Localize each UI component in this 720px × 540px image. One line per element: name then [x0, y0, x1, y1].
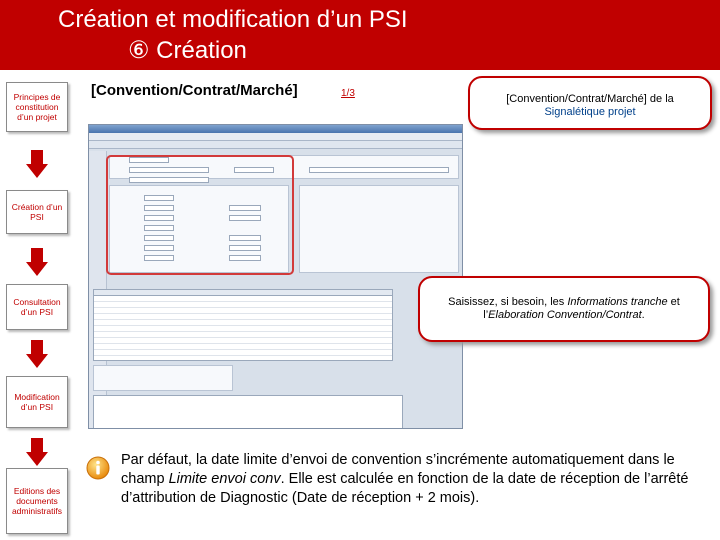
- nav-item-label: Création d’un PSI: [11, 202, 63, 222]
- info-text: [121, 451, 711, 508]
- screenshot-panel-right: [299, 185, 459, 273]
- page-title: Création et modification d’un PSI: [58, 6, 408, 33]
- callout-signaletique: [468, 76, 712, 130]
- info-text-part: Par défaut, la date limite d’envoi de convention s’incrémente automatiquement dans le champ: [121, 452, 675, 487]
- nav-item-label: Modification d’un PSI: [14, 392, 60, 412]
- down-arrow-icon: [26, 150, 48, 178]
- callout-text: et l’: [483, 296, 680, 321]
- info-text-italic: Limite envoi conv: [168, 471, 281, 487]
- down-arrow-icon: [26, 438, 48, 466]
- callout-text: [Convention/Contrat/Marché]: [506, 93, 647, 105]
- nav-item-label: Editions des documents administratifs: [11, 486, 63, 516]
- page-link[interactable]: 1/3: [341, 88, 355, 99]
- screenshot-menubar: [89, 133, 462, 141]
- nav-item-creation[interactable]: [6, 190, 68, 234]
- down-arrow-icon: [26, 248, 48, 276]
- callout-italic: Elaboration Convention/Contrat: [488, 309, 642, 321]
- screenshot-grid-bottom: [93, 395, 403, 429]
- nav-item-principes[interactable]: [6, 82, 68, 132]
- screenshot-grid: [93, 289, 393, 361]
- info-text-part: . Elle est calculée en fonction de la date de réception de l’arrêté d’attribution de Diagnostic (Date de réception + 2 mois).: [121, 471, 689, 506]
- info-icon: [86, 456, 110, 480]
- nav-item-label: Principes de constitution d’un projet: [13, 92, 61, 122]
- screenshot-panel-abonnement: [93, 365, 233, 391]
- callout-highlight: Signalétique projet: [544, 106, 636, 118]
- nav-item-modification[interactable]: [6, 376, 68, 428]
- page-subtitle: ⑥ Création: [128, 37, 247, 64]
- screenshot-field: [309, 167, 449, 173]
- down-arrow-icon: [26, 340, 48, 368]
- callout-text: .: [641, 309, 645, 321]
- nav-item-consultation[interactable]: [6, 284, 68, 330]
- callout-text: de la: [646, 93, 674, 105]
- callout-saisie: [418, 276, 710, 342]
- screenshot-titlebar: [89, 125, 462, 133]
- application-screenshot: [88, 124, 463, 429]
- nav-item-label: Consultation d’un PSI: [13, 297, 61, 317]
- section-title: [Convention/Contrat/Marché]: [91, 82, 298, 99]
- nav-item-editions[interactable]: [6, 468, 68, 534]
- highlight-frame: [106, 155, 294, 275]
- callout-text: Saisissez, si besoin, les: [448, 296, 568, 308]
- header-band: [0, 0, 720, 70]
- screenshot-tabbar: [89, 141, 462, 149]
- callout-italic: Informations tranche: [567, 296, 668, 308]
